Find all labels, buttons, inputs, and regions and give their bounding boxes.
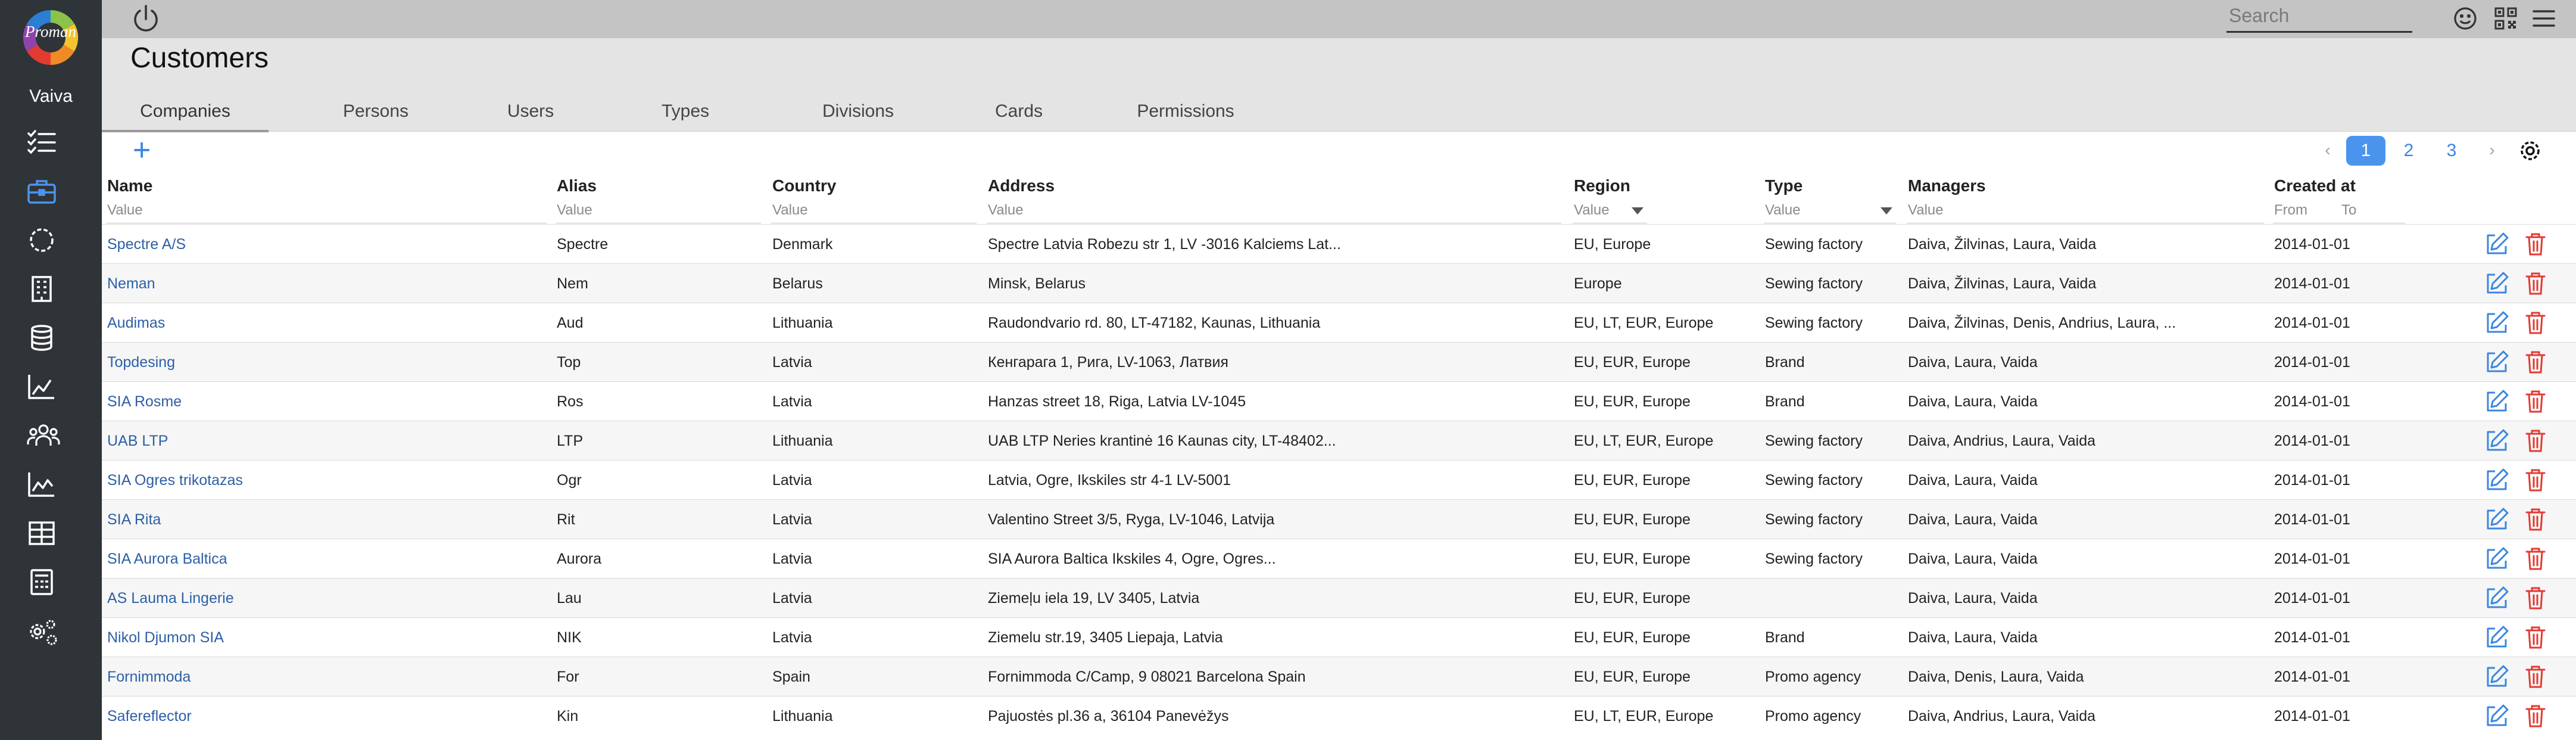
- filter-date-to[interactable]: To: [2341, 202, 2357, 218]
- cell-name[interactable]: SIA Rita: [107, 511, 161, 528]
- cell-address: Valentino Street 3/5, Ryga, LV-1046, Latvija: [988, 511, 1275, 528]
- cell-created-at: 2014-01-01: [2274, 393, 2350, 410]
- trash-icon: [2522, 309, 2549, 337]
- filter-region: [1573, 200, 1647, 223]
- cell-country: Latvia: [772, 551, 812, 567]
- trash-icon: [2522, 388, 2549, 415]
- cell-region: EU, LT, EUR, Europe: [1574, 315, 1714, 331]
- cell-country: Lithuania: [772, 433, 833, 449]
- cell-region: EU, EUR, Europe: [1574, 551, 1691, 567]
- qr-code-button[interactable]: [2491, 4, 2521, 33]
- cell-created-at: 2014-01-01: [2274, 669, 2350, 685]
- table-row[interactable]: [102, 381, 2576, 421]
- delete-button[interactable]: [2522, 427, 2549, 455]
- filter-managers-input[interactable]: [1907, 200, 2266, 220]
- cell-country: Latvia: [772, 629, 812, 646]
- table-row[interactable]: [102, 263, 2576, 303]
- cell-name[interactable]: AS Lauma Lingerie: [107, 590, 234, 607]
- cell-address: Pajuostės pl.36 a, 36104 Panevėžys: [988, 708, 1229, 725]
- cell-created-at: 2014-01-01: [2274, 236, 2350, 253]
- cell-region: EU, Europe: [1574, 236, 1651, 253]
- cell-name[interactable]: Safereflector: [107, 708, 192, 725]
- cell-managers: Daiva, Žilvinas, Laura, Vaida: [1908, 275, 2097, 292]
- profile-button[interactable]: [2450, 4, 2480, 33]
- sidebar: [0, 0, 102, 740]
- pager-page-3[interactable]: 3: [2446, 141, 2457, 160]
- cell-created-at: 2014-01-01: [2274, 433, 2350, 449]
- cell-alias: Rit: [557, 511, 575, 528]
- cell-address: Latvia, Ogre, Ikskiles str 4-1 LV-5001: [988, 472, 1231, 489]
- pager-next-button[interactable]: ›: [2489, 141, 2495, 159]
- table-row[interactable]: [102, 617, 2576, 657]
- cell-managers: Daiva, Denis, Laura, Vaida: [1908, 669, 2084, 685]
- cell-country: Lithuania: [772, 315, 833, 331]
- cell-managers: Daiva, Laura, Vaida: [1908, 472, 2038, 489]
- edit-button[interactable]: [2483, 506, 2510, 533]
- cell-type: Promo agency: [1765, 669, 1861, 685]
- cell-type: [1765, 579, 1902, 618]
- cell-alias: NIK: [557, 629, 582, 646]
- sidebar-item-database[interactable]: [21, 319, 63, 356]
- cell-type: Sewing factory: [1765, 236, 1863, 253]
- delete-button[interactable]: [2522, 584, 2549, 612]
- tab-cards[interactable]: Cards: [994, 101, 1043, 121]
- cell-managers: Daiva, Žilvinas, Denis, Andrius, Laura, ...: [1908, 315, 2176, 331]
- filter-address-input[interactable]: [987, 200, 1564, 220]
- filter-name: [106, 200, 547, 223]
- edit-button[interactable]: [2483, 663, 2510, 691]
- cell-alias: Ogr: [557, 472, 582, 489]
- cell-alias: LTP: [557, 433, 583, 449]
- sidebar-item-tasks[interactable]: [21, 124, 63, 161]
- top-bar: [102, 0, 2576, 38]
- table-row[interactable]: [102, 303, 2576, 343]
- user-name[interactable]: Vaiva: [29, 86, 73, 106]
- edit-icon: [2483, 309, 2510, 337]
- cell-country: Belarus: [772, 275, 823, 292]
- cell-name[interactable]: Audimas: [107, 315, 166, 331]
- main-menu-button[interactable]: [2529, 4, 2559, 33]
- factory-icon: [27, 373, 57, 400]
- cell-created-at: 2014-01-01: [2274, 511, 2350, 528]
- trash-icon: [2522, 584, 2549, 612]
- cell-region: EU, LT, EUR, Europe: [1574, 433, 1714, 449]
- cell-type: Brand: [1765, 393, 1805, 410]
- column-header-alias[interactable]: Alias: [557, 176, 597, 195]
- sidebar-item-customers[interactable]: [21, 173, 63, 210]
- calculator-icon: [27, 568, 57, 596]
- trash-icon: [2522, 270, 2549, 297]
- power-icon: [129, 2, 163, 36]
- tab-persons[interactable]: Persons: [342, 101, 409, 121]
- cell-name[interactable]: SIA Rosme: [107, 393, 182, 410]
- edit-icon: [2483, 663, 2510, 691]
- delete-button[interactable]: [2522, 545, 2549, 573]
- edit-button[interactable]: [2483, 624, 2510, 651]
- cell-region: EU, EUR, Europe: [1574, 354, 1691, 371]
- table-grid-icon: [27, 520, 57, 547]
- edit-button[interactable]: [2483, 584, 2510, 612]
- table-row[interactable]: [102, 342, 2576, 382]
- cell-created-at: 2014-01-01: [2274, 551, 2350, 567]
- cell-address: Кенгарага 1, Рига, LV-1063, Латвия: [988, 354, 1228, 371]
- sidebar-item-people[interactable]: [21, 417, 63, 454]
- table-row[interactable]: [102, 539, 2576, 579]
- cell-name[interactable]: SIA Aurora Baltica: [107, 551, 227, 567]
- table-row[interactable]: [102, 578, 2576, 618]
- table-row[interactable]: [102, 696, 2576, 736]
- pager-page-1[interactable]: 1: [2346, 136, 2385, 166]
- edit-icon: [2483, 231, 2510, 258]
- cell-country: Lithuania: [772, 708, 833, 725]
- trash-icon: [2522, 545, 2549, 573]
- trash-icon: [2522, 506, 2549, 533]
- table-row[interactable]: [102, 421, 2576, 461]
- cell-alias: Ros: [557, 393, 584, 410]
- cell-created-at: 2014-01-01: [2274, 629, 2350, 646]
- column-header-type[interactable]: Type: [1765, 176, 1803, 195]
- cell-type: Sewing factory: [1765, 315, 1863, 331]
- logo-text: Proman: [25, 23, 76, 41]
- cell-created-at: 2014-01-01: [2274, 275, 2350, 292]
- edit-button[interactable]: [2483, 231, 2510, 258]
- tab-users[interactable]: Users: [507, 101, 554, 121]
- pager-prev-button[interactable]: ‹: [2325, 141, 2331, 159]
- cell-address: Ziemelu str.19, 3405 Liepaja, Latvia: [988, 629, 1223, 646]
- sidebar-item-production[interactable]: [21, 368, 63, 405]
- delete-button[interactable]: [2522, 467, 2549, 494]
- cell-managers: Daiva, Laura, Vaida: [1908, 590, 2038, 607]
- sidebar-item-tables[interactable]: [21, 515, 63, 552]
- cell-alias: Lau: [557, 590, 582, 607]
- cell-country: Latvia: [772, 393, 812, 410]
- cell-alias: Kin: [557, 708, 579, 725]
- cell-region: EU, EUR, Europe: [1574, 629, 1691, 646]
- cell-alias: For: [557, 669, 579, 685]
- edit-button[interactable]: [2483, 309, 2510, 337]
- trash-icon: [2522, 427, 2549, 455]
- sidebar-item-reports[interactable]: [21, 466, 63, 503]
- column-header-country[interactable]: Country: [772, 176, 837, 195]
- edit-icon: [2483, 584, 2510, 612]
- column-header-address[interactable]: Address: [988, 176, 1055, 195]
- table-row[interactable]: [102, 499, 2576, 539]
- cell-type: Brand: [1765, 354, 1805, 371]
- filter-date-from[interactable]: From: [2274, 202, 2307, 218]
- cell-type: Sewing factory: [1765, 275, 1863, 292]
- cell-alias: Aud: [557, 315, 584, 331]
- cell-name[interactable]: Topdesing: [107, 354, 175, 371]
- qr-code-icon: [2491, 4, 2521, 33]
- circle-dashed-icon: [27, 226, 57, 254]
- cell-created-at: 2014-01-01: [2274, 708, 2350, 725]
- edit-icon: [2483, 427, 2510, 455]
- edit-icon: [2483, 388, 2510, 415]
- cell-address: UAB LTP Neries krantinė 16 Kaunas city, LT-48402...: [988, 433, 1336, 449]
- filter-address: [987, 200, 1561, 223]
- cell-type: Promo agency: [1765, 708, 1861, 725]
- proman-logo[interactable]: [12, 5, 89, 70]
- cell-managers: Daiva, Laura, Vaida: [1908, 393, 2038, 410]
- cell-name[interactable]: SIA Ogres trikotazas: [107, 472, 243, 489]
- trash-icon: [2522, 467, 2549, 494]
- cell-country: Latvia: [772, 472, 812, 489]
- cell-managers: Daiva, Laura, Vaida: [1908, 511, 2038, 528]
- cell-type: Sewing factory: [1765, 551, 1863, 567]
- gear-icon: [2515, 136, 2545, 166]
- delete-button[interactable]: [2522, 309, 2549, 337]
- cell-region: EU, LT, EUR, Europe: [1574, 708, 1714, 725]
- cell-managers: Daiva, Andrius, Laura, Vaida: [1908, 708, 2096, 725]
- delete-button[interactable]: [2522, 388, 2549, 415]
- cell-managers: Daiva, Laura, Vaida: [1908, 629, 2038, 646]
- checklist-icon: [27, 129, 57, 156]
- delete-button[interactable]: [2522, 270, 2549, 297]
- cell-name[interactable]: UAB LTP: [107, 433, 169, 449]
- sidebar-item-settings[interactable]: [21, 614, 63, 651]
- cell-region: EU, EUR, Europe: [1574, 669, 1691, 685]
- edit-button[interactable]: [2483, 270, 2510, 297]
- edit-button[interactable]: [2483, 702, 2510, 730]
- edit-button[interactable]: [2483, 388, 2510, 415]
- smiley-icon: [2450, 4, 2480, 33]
- cell-type: Sewing factory: [1765, 433, 1863, 449]
- building-icon: [27, 275, 57, 303]
- delete-button[interactable]: [2522, 663, 2549, 691]
- cell-alias: Spectre: [557, 236, 609, 253]
- trash-icon: [2522, 702, 2549, 730]
- cell-address: Hanzas street 18, Riga, Latvia LV-1045: [988, 393, 1246, 410]
- delete-button[interactable]: [2522, 349, 2549, 376]
- edit-icon: [2483, 467, 2510, 494]
- hamburger-menu-icon: [2529, 4, 2559, 33]
- chart-area-icon: [27, 471, 57, 498]
- table-settings-button[interactable]: [2515, 136, 2545, 166]
- edit-icon: [2483, 270, 2510, 297]
- cell-name[interactable]: Fornimmoda: [107, 669, 191, 685]
- edit-button[interactable]: [2483, 427, 2510, 455]
- tab-companies[interactable]: Companies: [102, 93, 269, 132]
- cell-address: Ziemeļu iela 19, LV 3405, Latvia: [988, 590, 1200, 607]
- cell-alias: Aurora: [557, 551, 602, 567]
- filter-alias: [556, 200, 761, 223]
- delete-button[interactable]: [2522, 506, 2549, 533]
- cell-alias: Top: [557, 354, 581, 371]
- cell-region: EU, EUR, Europe: [1574, 511, 1691, 528]
- chevron-down-icon: [1632, 207, 1643, 214]
- cell-address: Raudondvario rd. 80, LT-47182, Kaunas, Lithuania: [988, 315, 1321, 331]
- cell-region: Europe: [1574, 275, 1622, 292]
- filter-country-input[interactable]: [771, 200, 979, 220]
- edit-button[interactable]: [2483, 545, 2510, 573]
- cell-created-at: 2014-01-01: [2274, 472, 2350, 489]
- cell-name[interactable]: Neman: [107, 275, 155, 292]
- tab-permissions[interactable]: Permissions: [1137, 101, 1234, 121]
- filter-type-select[interactable]: [1764, 200, 1898, 220]
- trash-icon: [2522, 349, 2549, 376]
- table-row[interactable]: [102, 224, 2576, 264]
- edit-button[interactable]: [2483, 349, 2510, 376]
- trash-icon: [2522, 231, 2549, 258]
- cell-region: EU, EUR, Europe: [1574, 590, 1691, 607]
- users-group-icon: [27, 422, 60, 449]
- database-icon: [27, 324, 57, 352]
- cell-managers: Daiva, Laura, Vaida: [1908, 551, 2038, 567]
- edit-icon: [2483, 506, 2510, 533]
- cell-region: EU, EUR, Europe: [1574, 472, 1691, 489]
- trash-icon: [2522, 624, 2549, 651]
- search-input[interactable]: [2226, 4, 2417, 27]
- cell-address: SIA Aurora Baltica Ikskiles 4, Ogre, Ogres...: [988, 551, 1276, 567]
- cell-country: Denmark: [772, 236, 833, 253]
- briefcase-icon: [27, 178, 57, 205]
- power-button[interactable]: [129, 2, 163, 36]
- cell-managers: Daiva, Žilvinas, Laura, Vaida: [1908, 236, 2097, 253]
- filter-managers: [1907, 200, 2264, 223]
- pager-page-2[interactable]: 2: [2403, 141, 2414, 160]
- cell-country: Latvia: [772, 354, 812, 371]
- edit-button[interactable]: [2483, 467, 2510, 494]
- add-company-button[interactable]: +: [132, 133, 151, 167]
- edit-icon: [2483, 702, 2510, 730]
- page-header: [102, 38, 2576, 132]
- cell-alias: Nem: [557, 275, 588, 292]
- cell-name[interactable]: Spectre A/S: [107, 236, 186, 253]
- cell-type: Sewing factory: [1765, 472, 1863, 489]
- cell-region: EU, EUR, Europe: [1574, 393, 1691, 410]
- delete-button[interactable]: [2522, 231, 2549, 258]
- table-row[interactable]: [102, 657, 2576, 697]
- filter-type: [1764, 200, 1896, 223]
- edit-icon: [2483, 624, 2510, 651]
- sidebar-item-cycle[interactable]: [21, 222, 63, 259]
- delete-button[interactable]: [2522, 702, 2549, 730]
- tab-types[interactable]: Types: [661, 101, 710, 121]
- cell-address: Minsk, Belarus: [988, 275, 1086, 292]
- sidebar-item-buildings[interactable]: [21, 270, 63, 307]
- cell-country: Latvia: [772, 511, 812, 528]
- cell-name[interactable]: Nikol Djumon SIA: [107, 629, 224, 646]
- tab-divisions[interactable]: Divisions: [822, 101, 894, 121]
- cell-country: Spain: [772, 669, 810, 685]
- sidebar-item-calculator[interactable]: [21, 564, 63, 601]
- edit-icon: [2483, 545, 2510, 573]
- column-header-region[interactable]: Region: [1574, 176, 1630, 195]
- column-header-name[interactable]: Name: [107, 176, 153, 195]
- filter-name-input[interactable]: [106, 200, 549, 220]
- cell-type: Brand: [1765, 629, 1805, 646]
- settings-gears-icon: [27, 618, 60, 648]
- cell-address: Spectre Latvia Robezu str 1, LV -3016 Kalciems Lat...: [988, 236, 1341, 253]
- cell-created-at: 2014-01-01: [2274, 315, 2350, 331]
- column-header-managers[interactable]: Managers: [1908, 176, 1986, 195]
- trash-icon: [2522, 663, 2549, 691]
- chevron-down-icon: [1880, 207, 1892, 214]
- cell-created-at: 2014-01-01: [2274, 354, 2350, 371]
- cell-country: Latvia: [772, 590, 812, 607]
- filter-alias-input[interactable]: [556, 200, 763, 220]
- cell-type: Sewing factory: [1765, 511, 1863, 528]
- cell-managers: Daiva, Andrius, Laura, Vaida: [1908, 433, 2096, 449]
- table-row[interactable]: [102, 460, 2576, 500]
- cell-created-at: 2014-01-01: [2274, 590, 2350, 607]
- filter-country: [771, 200, 977, 223]
- cell-address: Fornimmoda C/Camp, 9 08021 Barcelona Spain: [988, 669, 1306, 685]
- delete-button[interactable]: [2522, 624, 2549, 651]
- edit-icon: [2483, 349, 2510, 376]
- page-title: Customers: [130, 42, 269, 74]
- cell-managers: Daiva, Laura, Vaida: [1908, 354, 2038, 371]
- search-box: [2226, 4, 2412, 33]
- column-header-created-at[interactable]: Created at: [2274, 176, 2356, 195]
